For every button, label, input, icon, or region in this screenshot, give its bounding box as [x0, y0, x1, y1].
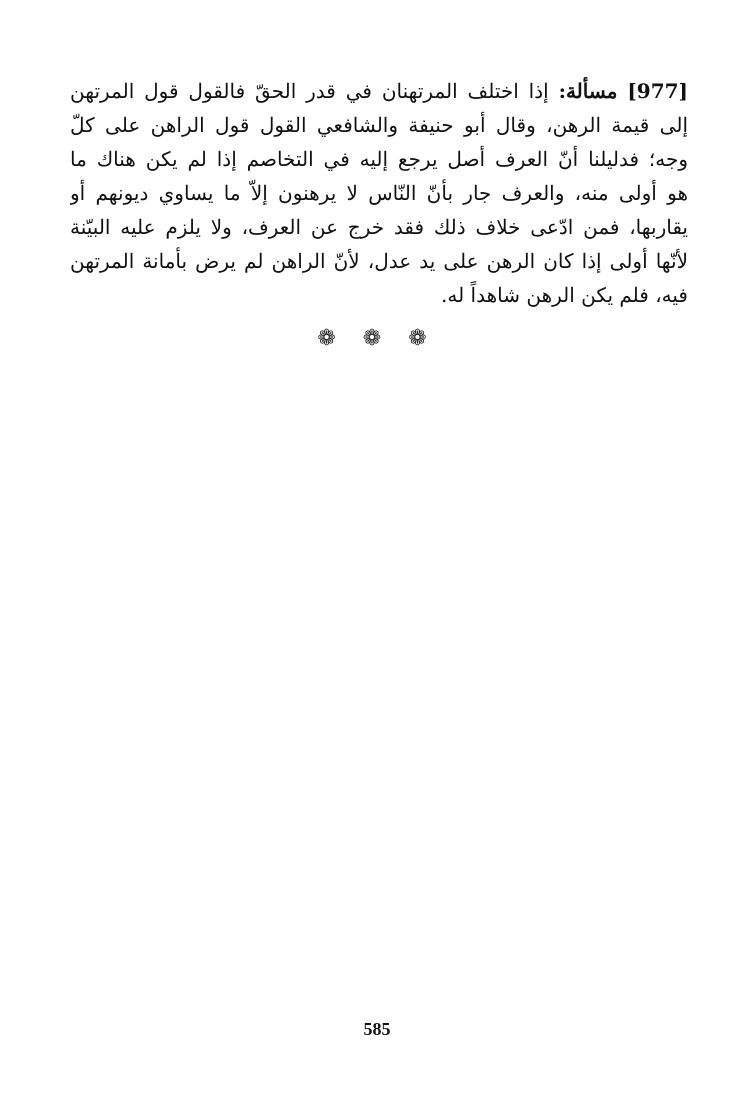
issue-number: [977] [627, 79, 688, 103]
paragraph-line-7: فيه، فلم يكن الرهن شاهداً له. [441, 283, 688, 307]
paragraph-line-5: يقاربها، فمن ادّعى خلاف ذلك فقد خرج عن العرف، ولا يلزم عليه البيّنة [70, 215, 688, 239]
issue-paragraph [70, 74, 688, 312]
section-separator [0, 326, 754, 351]
issue-label: مسألة: [558, 79, 618, 103]
paragraph-line-6: لأنّها أولى إذا كان الرهن على يد عدل، لأنّ الراهن لم يرض بأمانة المرتهن [70, 249, 688, 273]
paragraph-line-1-text: إذا اختلف المرتهنان في قدر الحقّ فالقول قول المرتهن [70, 79, 559, 103]
flower-ornament-icon: ❁ [362, 326, 392, 351]
paragraph-line-2: إلى قيمة الرهن، وقال أبو حنيفة والشافعي القول قول الراهن على كلّ [70, 113, 688, 137]
paragraph-line-3: وجه؛ فدليلنا أنّ العرف أصل يرجع إليه في التخاصم إذا لم يكن هناك ما [70, 147, 688, 171]
flower-ornament-icon: ❁ [317, 326, 346, 351]
paragraph-line-1 [70, 74, 688, 108]
paragraph-line-4: هو أولى منه، والعرف جار بأنّ النّاس لا يرهنون إلاّ ما يساوي ديونهم أو [70, 181, 688, 205]
flower-ornament-icon: ❁ [408, 326, 437, 351]
page-number: 585 [363, 1019, 391, 1039]
